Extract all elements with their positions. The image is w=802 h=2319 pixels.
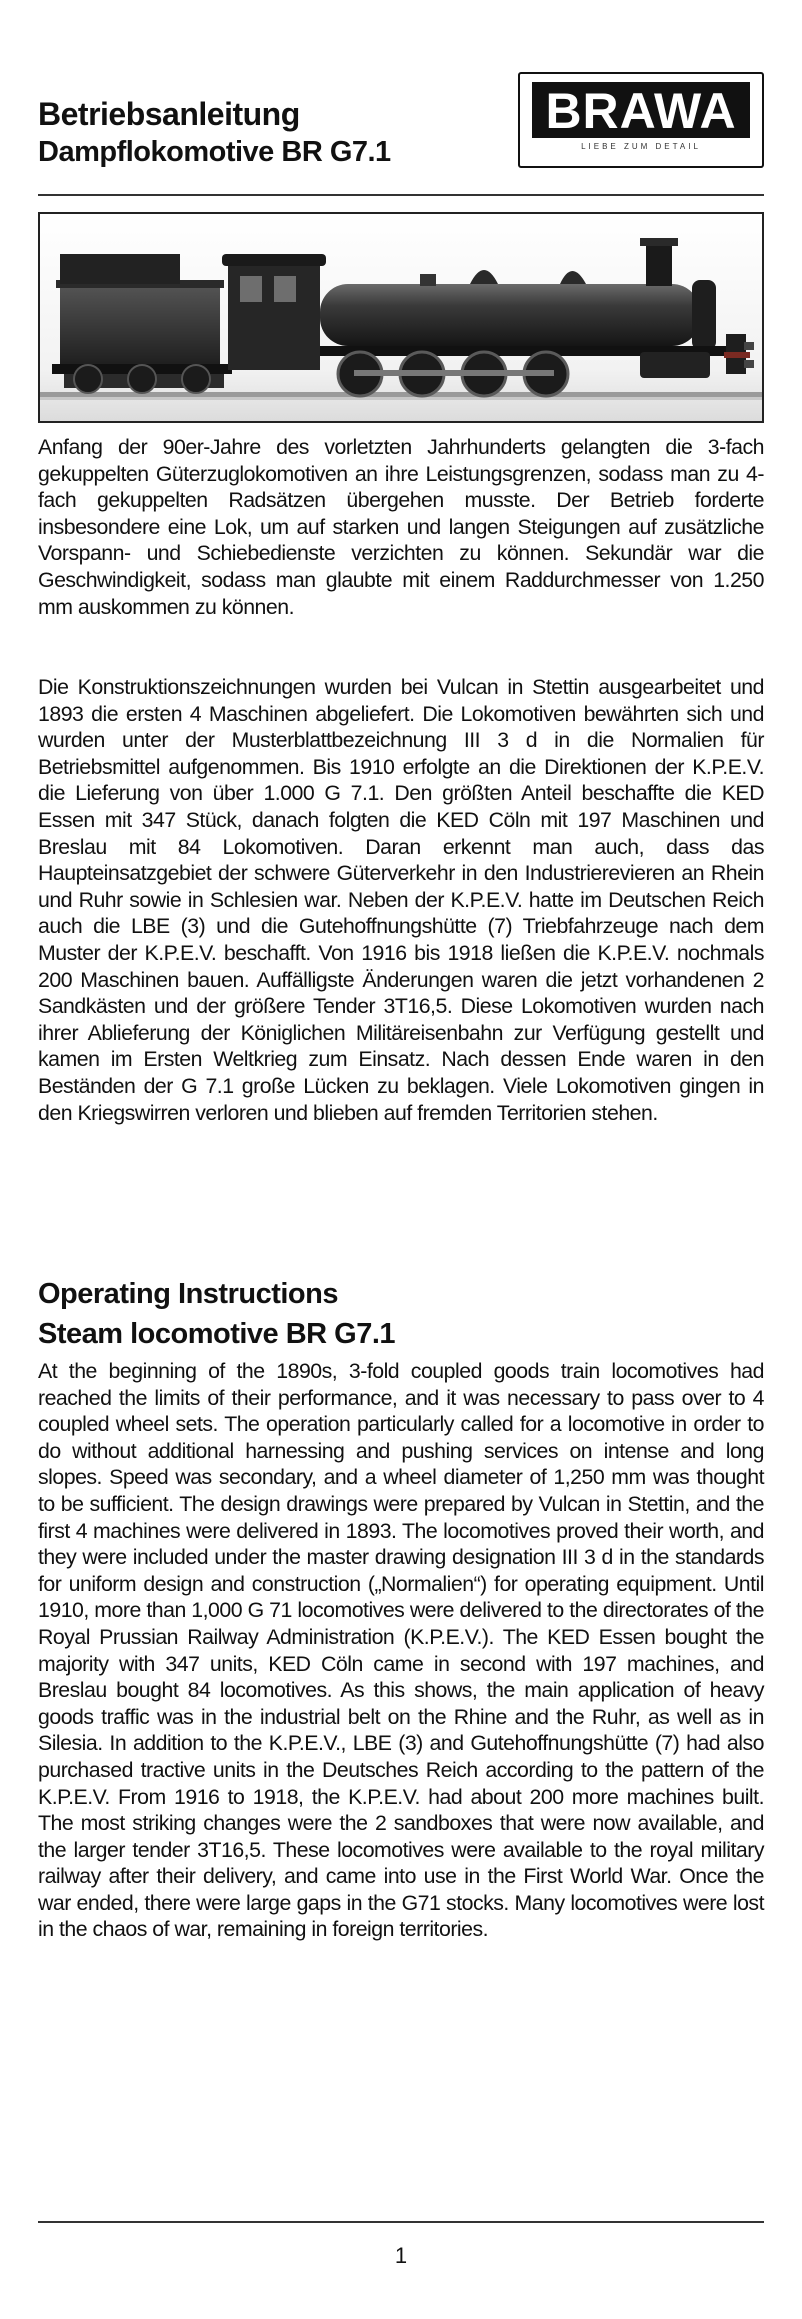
logo-tagline: LIEBE ZUM DETAIL xyxy=(581,142,701,151)
footer-divider xyxy=(38,2221,764,2223)
page-title: Betriebsanleitung xyxy=(38,96,300,132)
locomotive-photo xyxy=(38,212,764,423)
logo-text: BRAWA xyxy=(532,82,750,138)
brand-logo xyxy=(518,72,764,168)
header xyxy=(38,83,764,192)
header-divider xyxy=(38,194,764,196)
page-subtitle: Dampflokomotive BR G7.1 xyxy=(38,136,391,168)
english-heading: Operating Instructions xyxy=(38,1278,338,1310)
page-number: 1 xyxy=(394,2243,408,2268)
german-paragraph-1: Anfang der 90er-Jahre des vorletzten Jahrhunderts gelangten die 3-fach gekuppelten Güterzuglokomotiven an ihre Leistungsgrenzen, sodass man zu 4-fach gekuppelten Radsätzen übergehen musste. Der Betrieb forderte insbesondere eine Lok, um auf starken und langen Steigungen auf zusätzliche Vorspann- und Schiebedienste verzichten zu können. Sekundär war die Geschwindigkeit, sodass man glaubte mit einem Raddurchmesser von 1.250 mm auskommen zu können. xyxy=(38,435,764,619)
german-paragraph-2: Die Konstruktionszeichnungen wurden bei Vulcan in Stettin ausgearbeitet und 1893 die ersten 4 Maschinen abgeliefert. Die Lokomotiven bewährten sich und wurden unter der Musterblattbezeichnung III 3 d in die Normalien für Betriebsmittel aufgenommen. Bis 1910 erfolgte an die Direktionen der K.P.E.V. die Lieferung von über 1.000 G 7.1. Den größten Anteil beschaffte die KED Essen mit 347 Stück, danach folgten die KED Cöln mit 197 Maschinen und Breslau mit 84 Lokomotiven. Daran erkennt man auch, dass das Haupteinsatzgebiet der schwere Güterverkehr in den Industrierevieren an Rhein und Ruhr sowie in Schlesien war. Neben der K.P.E.V. hatte im Deutschen Reich auch die LBE (3) und die Gutehoffnungshütte (7) Triebfahrzeuge nach dem Muster der K.P.E.V. beschafft. Von 1916 bis 1918 ließen die K.P.E.V. nochmals 200 Maschinen bauen. Auffälligste Änderungen waren die jetzt vorhandenen 2 Sandkästen und der größere Tender 3T16,5. Diese Lokomotiven wurden nach ihrer Ablieferung der Königlichen Militäreisenbahn zur Verfügung gestellt und kamen im Ersten Weltkrieg zum Einsatz. Nach dessen Ende waren in den Beständen der G 7.1 große Lücken zu beklagen. Viele Lokomotiven gingen in den Kriegswirren verloren und blieben auf fremden Territorien stehen. xyxy=(38,675,764,1125)
steam-locomotive-icon xyxy=(40,214,762,421)
english-paragraph: At the beginning of the 1890s, 3-fold coupled goods train locomotives had reached the limits of their performance, and it was necessary to pass over to 4 coupled wheel sets. The operation particularly called for a locomotive in order to do without additional harnessing and pushing services on intense and long slopes. Speed was secondary, and a wheel diameter of 1,250 mm was thought to be sufficient. The design drawings were prepared by Vulcan in Stettin, and the first 4 machines were delivered in 1893. The locomotives proved their worth, and they were included under the master drawing designation III 3 d in the standards for uniform design and construction („Normalien“) for operating equipment. Until 1910, more than 1,000 G 71 locomotives were delivered to the directorates of the Royal Prussian Railway Administration (K.P.E.V.). The KED Essen bought the majority with 347 units, KED Cöln came in second with 197 machines, and Breslau bought 84 locomotives. As this shows, the main application of heavy goods traffic was in the industrial belt on the Rhine and the Ruhr, as well as in Silesia. In addition to the K.P.E.V., LBE (3) and Gutehoffnungshütte (7) had also purchased tractive units in the Deutsches Reich according to the pattern of the K.P.E.V. From 1916 to 1918, the K.P.E.V. had about 200 more machines built. The most striking changes were the 2 sandboxes that were now available, and the larger tender 3T16,5. These locomotives were available to the royal military railway after their delivery, and came into use in the First World War. Once the war ended, there were large gaps in the G71 stocks. Many locomotives were lost in the chaos of war, remaining in foreign territories. xyxy=(38,1359,764,1942)
english-subheading: Steam locomotive BR G7.1 xyxy=(38,1318,396,1350)
